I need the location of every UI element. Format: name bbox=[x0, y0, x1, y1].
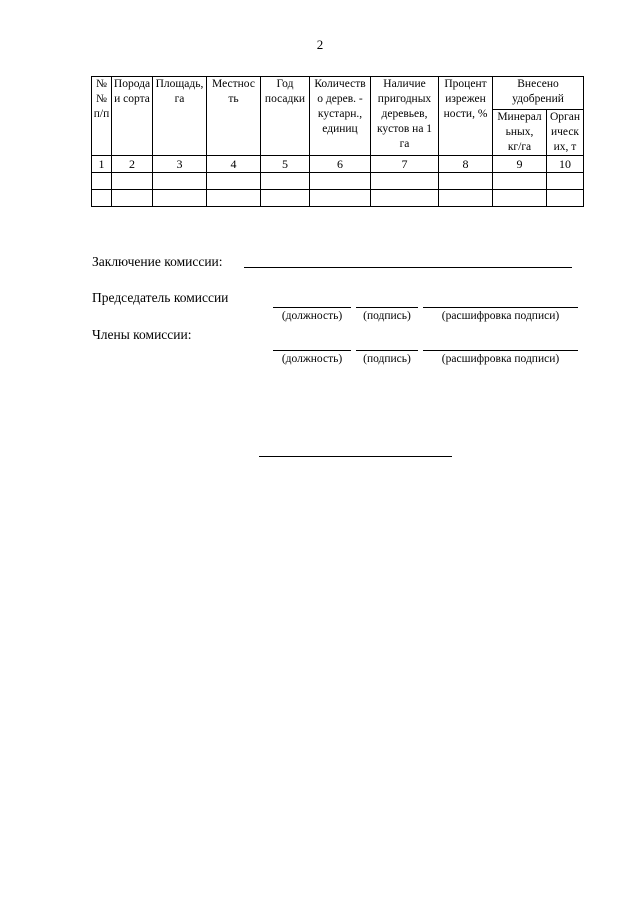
header-suitable-line: деревьев, bbox=[381, 108, 428, 120]
header-fertilizer-group bbox=[493, 77, 584, 110]
chairman-signature-caption: (подпись) bbox=[363, 310, 411, 322]
table-cell[interactable] bbox=[439, 173, 493, 190]
member-decoding-caption: (расшифровка подписи) bbox=[441, 353, 560, 365]
table-cell[interactable] bbox=[261, 190, 310, 207]
table-cell[interactable] bbox=[493, 190, 547, 207]
chairman-position-line[interactable] bbox=[273, 307, 351, 308]
header-thinness-line: изрежен bbox=[445, 93, 486, 105]
member-signature-line[interactable] bbox=[356, 350, 418, 351]
column-number: 5 bbox=[261, 156, 310, 173]
header-suitable-line: Наличие bbox=[383, 78, 426, 90]
header-num-line: № bbox=[96, 93, 107, 105]
column-number: 7 bbox=[371, 156, 439, 173]
header-organic bbox=[547, 110, 584, 156]
header-suitable-line: пригодных bbox=[377, 93, 432, 105]
header-area bbox=[153, 77, 207, 156]
header-location-line: Местнос bbox=[212, 78, 255, 90]
table-cell[interactable] bbox=[371, 173, 439, 190]
chairman-position-caption: (должность) bbox=[281, 310, 343, 322]
column-number: 1 bbox=[92, 156, 112, 173]
column-number: 6 bbox=[310, 156, 371, 173]
header-location-line: ть bbox=[228, 93, 239, 105]
header-location bbox=[207, 77, 261, 156]
table-cell[interactable] bbox=[310, 190, 371, 207]
table-cell[interactable] bbox=[547, 190, 584, 207]
table-cell[interactable] bbox=[92, 190, 112, 207]
page-number: 2 bbox=[316, 37, 324, 52]
header-num-line: № bbox=[96, 78, 107, 90]
header-count-line: единиц bbox=[322, 123, 358, 135]
header-num-line: п/п bbox=[93, 108, 110, 120]
header-thinness-line: Процент bbox=[444, 78, 487, 90]
member-decoding-line[interactable] bbox=[423, 350, 578, 351]
header-fertilizer-line: Внесено bbox=[517, 78, 559, 90]
header-count-line: Количеств bbox=[314, 78, 366, 90]
table-cell[interactable] bbox=[371, 190, 439, 207]
column-number-row bbox=[92, 156, 584, 173]
end-divider bbox=[259, 456, 452, 457]
table-cell[interactable] bbox=[92, 173, 112, 190]
header-count-line: о дерев. - bbox=[317, 93, 363, 105]
column-number: 4 bbox=[207, 156, 261, 173]
header-year-line: посадки bbox=[264, 93, 306, 105]
table-cell[interactable] bbox=[153, 190, 207, 207]
table-cell[interactable] bbox=[153, 173, 207, 190]
header-mineral-line: кг/га bbox=[507, 141, 532, 153]
table-cell[interactable] bbox=[310, 173, 371, 190]
chairman-label: Председатель комиссии bbox=[92, 290, 229, 305]
table-row bbox=[92, 190, 584, 207]
chairman-signature-line[interactable] bbox=[356, 307, 418, 308]
table-cell[interactable] bbox=[207, 190, 261, 207]
table-row bbox=[92, 173, 584, 190]
header-organic-line: их, т bbox=[553, 141, 577, 153]
header-year-line: Год bbox=[276, 78, 294, 90]
member-position-line[interactable] bbox=[273, 350, 351, 351]
conclusion-line[interactable] bbox=[244, 267, 572, 268]
header-count-line: кустарн., bbox=[317, 108, 363, 120]
column-number: 9 bbox=[493, 156, 547, 173]
header-organic-line: ическ bbox=[550, 126, 580, 138]
members-label: Члены комиссии: bbox=[92, 327, 192, 342]
header-suitable bbox=[371, 77, 439, 156]
table-cell[interactable] bbox=[547, 173, 584, 190]
header-thinness-line: ности, % bbox=[443, 108, 488, 120]
header-area-line: Площадь, bbox=[155, 78, 204, 90]
column-number: 10 bbox=[547, 156, 584, 173]
header-row bbox=[92, 77, 584, 110]
header-fertilizer-line: удобрений bbox=[512, 93, 564, 105]
table-cell[interactable] bbox=[207, 173, 261, 190]
table-cell[interactable] bbox=[493, 173, 547, 190]
table-cell[interactable] bbox=[439, 190, 493, 207]
chairman-decoding-caption: (расшифровка подписи) bbox=[441, 310, 560, 322]
header-suitable-line: кустов на 1 bbox=[376, 123, 433, 135]
table-cell[interactable] bbox=[112, 190, 153, 207]
header-species-line: Порода bbox=[113, 78, 151, 90]
header-thinness bbox=[439, 77, 493, 156]
header-mineral-line: Минерал bbox=[497, 111, 542, 123]
member-position-caption: (должность) bbox=[281, 353, 343, 365]
chairman-decoding-line[interactable] bbox=[423, 307, 578, 308]
plantings-table bbox=[91, 76, 584, 207]
column-number: 2 bbox=[112, 156, 153, 173]
table-cell[interactable] bbox=[112, 173, 153, 190]
header-year bbox=[261, 77, 310, 156]
column-number: 8 bbox=[439, 156, 493, 173]
table-cell[interactable] bbox=[261, 173, 310, 190]
header-count bbox=[310, 77, 371, 156]
conclusion-label: Заключение комиссии: bbox=[92, 254, 223, 269]
header-species-line: и сорта bbox=[114, 93, 150, 105]
header-mineral bbox=[493, 110, 547, 156]
header-num bbox=[92, 77, 112, 156]
header-suitable-line: га bbox=[399, 138, 410, 150]
header-mineral-line: ьных, bbox=[505, 126, 534, 138]
header-area-line: га bbox=[174, 93, 185, 105]
header-organic-line: Орган bbox=[549, 111, 581, 123]
member-signature-caption: (подпись) bbox=[363, 353, 411, 365]
column-number: 3 bbox=[153, 156, 207, 173]
header-species bbox=[112, 77, 153, 156]
